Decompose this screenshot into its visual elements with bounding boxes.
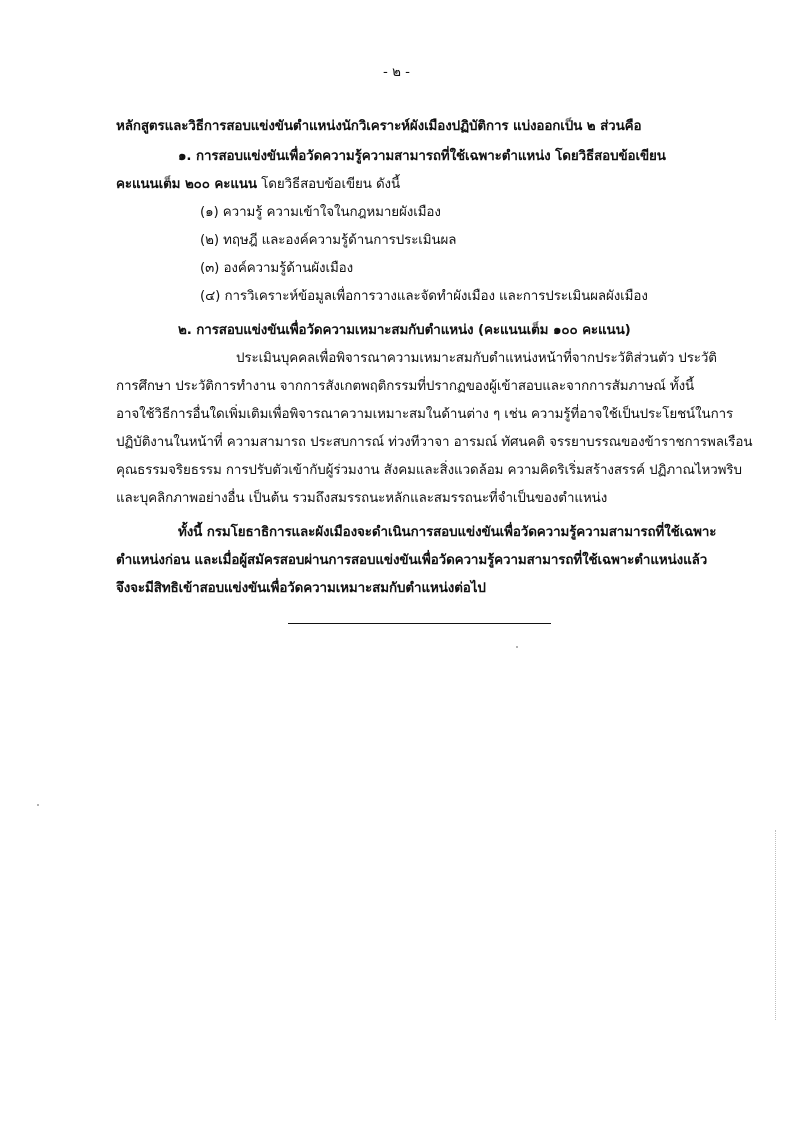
section-2-paragraph-line-6: และบุคลิกภาพอย่างอื่น เป็นต้น รวมถึงสมรรถนะหลักและสมรรถนะที่จำเป็นของตำแหน่ง [116, 491, 608, 506]
closing-line-3: จึงจะมีสิทธิเข้าสอบแข่งขันเพื่อวัดความเหมาะสมกับตำแหน่งต่อไป [116, 581, 486, 596]
section-2-paragraph-line-4: ปฏิบัติงานในหน้าที่ ความสามารถ ประสบการณ์ ท่วงทีวาจา อารมณ์ ทัศนคติ จรรยาบรรณของข้าราชการพลเรือน [116, 435, 753, 450]
scan-edge-artifact [775, 830, 776, 1020]
section-2-paragraph-line-1: ประเมินบุคคลเพื่อพิจารณาความเหมาะสมกับตำแหน่งหน้าที่จากประวัติส่วนตัว ประวัติ [236, 351, 717, 366]
section-2-paragraph-line-3: อาจใช้วิธีการอื่นใดเพิ่มเติมเพื่อพิจารณาความเหมาะสมในด้านต่าง ๆ เช่น ความรู้ที่อาจใช้เป็นประโยชน์ในการ [116, 407, 734, 422]
section-2-paragraph-line-2: การศึกษา ประวัติการทำงาน จากการสังเกตพฤติกรรมที่ปรากฏของผู้เข้าสอบและจากการสัมภาษณ์ ทั้งนี้ [116, 379, 695, 394]
page-number: - ๒ - [382, 65, 410, 80]
section-1-item-3: (๓) องค์ความรู้ด้านผังเมือง [200, 261, 354, 276]
section-2-title: ๒. การสอบแข่งขันเพื่อวัดความเหมาะสมกับตำแหน่ง (คะแนนเต็ม ๑๐๐ คะแนน) [178, 323, 631, 338]
section-1-item-2: (๒) ทฤษฎี และองค์ความรู้ด้านการประเมินผล [200, 233, 457, 248]
section-1-item-4: (๔) การวิเคราะห์ข้อมูลเพื่อการวางและจัดทำผังเมือง และการประเมินผลผังเมือง [200, 289, 648, 304]
section-1-title-continued [116, 176, 400, 194]
section-1-score: คะแนนเต็ม ๒๐๐ คะแนน [116, 177, 257, 192]
section-1-title: ๑. การสอบแข่งขันเพื่อวัดความรู้ความสามารถที่ใช้เฉพาะตำแหน่ง โดยวิธีสอบข้อเขียน [178, 149, 666, 164]
scan-speck [37, 804, 39, 806]
section-1-item-1: (๑) ความรู้ ความเข้าใจในกฎหมายผังเมือง [200, 205, 441, 220]
closing-line-2: ตำแหน่งก่อน และเมื่อผู้สมัครสอบผ่านการสอบแข่งขันเพื่อวัดความรู้ความสามารถที่ใช้เฉพาะตำแหน่งแล้ว [116, 553, 708, 568]
section-2-paragraph-line-5: คุณธรรมจริยธรรม การปรับตัวเข้ากับผู้ร่วมงาน สังคมและสิ่งแวดล้อม ความคิดริเริ่มสร้างสรรค์ ปฏิภาณไหวพริบ [116, 463, 742, 478]
section-1-method: โดยวิธีสอบข้อเขียน ดังนี้ [256, 177, 401, 192]
document-heading: หลักสูตรและวิธีการสอบแข่งขันตำแหน่งนักวิเคราะห์ผังเมืองปฏิบัติการ แบ่งออกเป็น ๒ ส่วนคือ [116, 119, 642, 134]
scan-speck [516, 646, 518, 648]
end-divider-rule [288, 623, 551, 624]
closing-line-1: ทั้งนี้ กรมโยธาธิการและผังเมืองจะดำเนินการสอบแข่งขันเพื่อวัดความรู้ความสามารถที่ใช้เฉพาะ [178, 525, 717, 540]
